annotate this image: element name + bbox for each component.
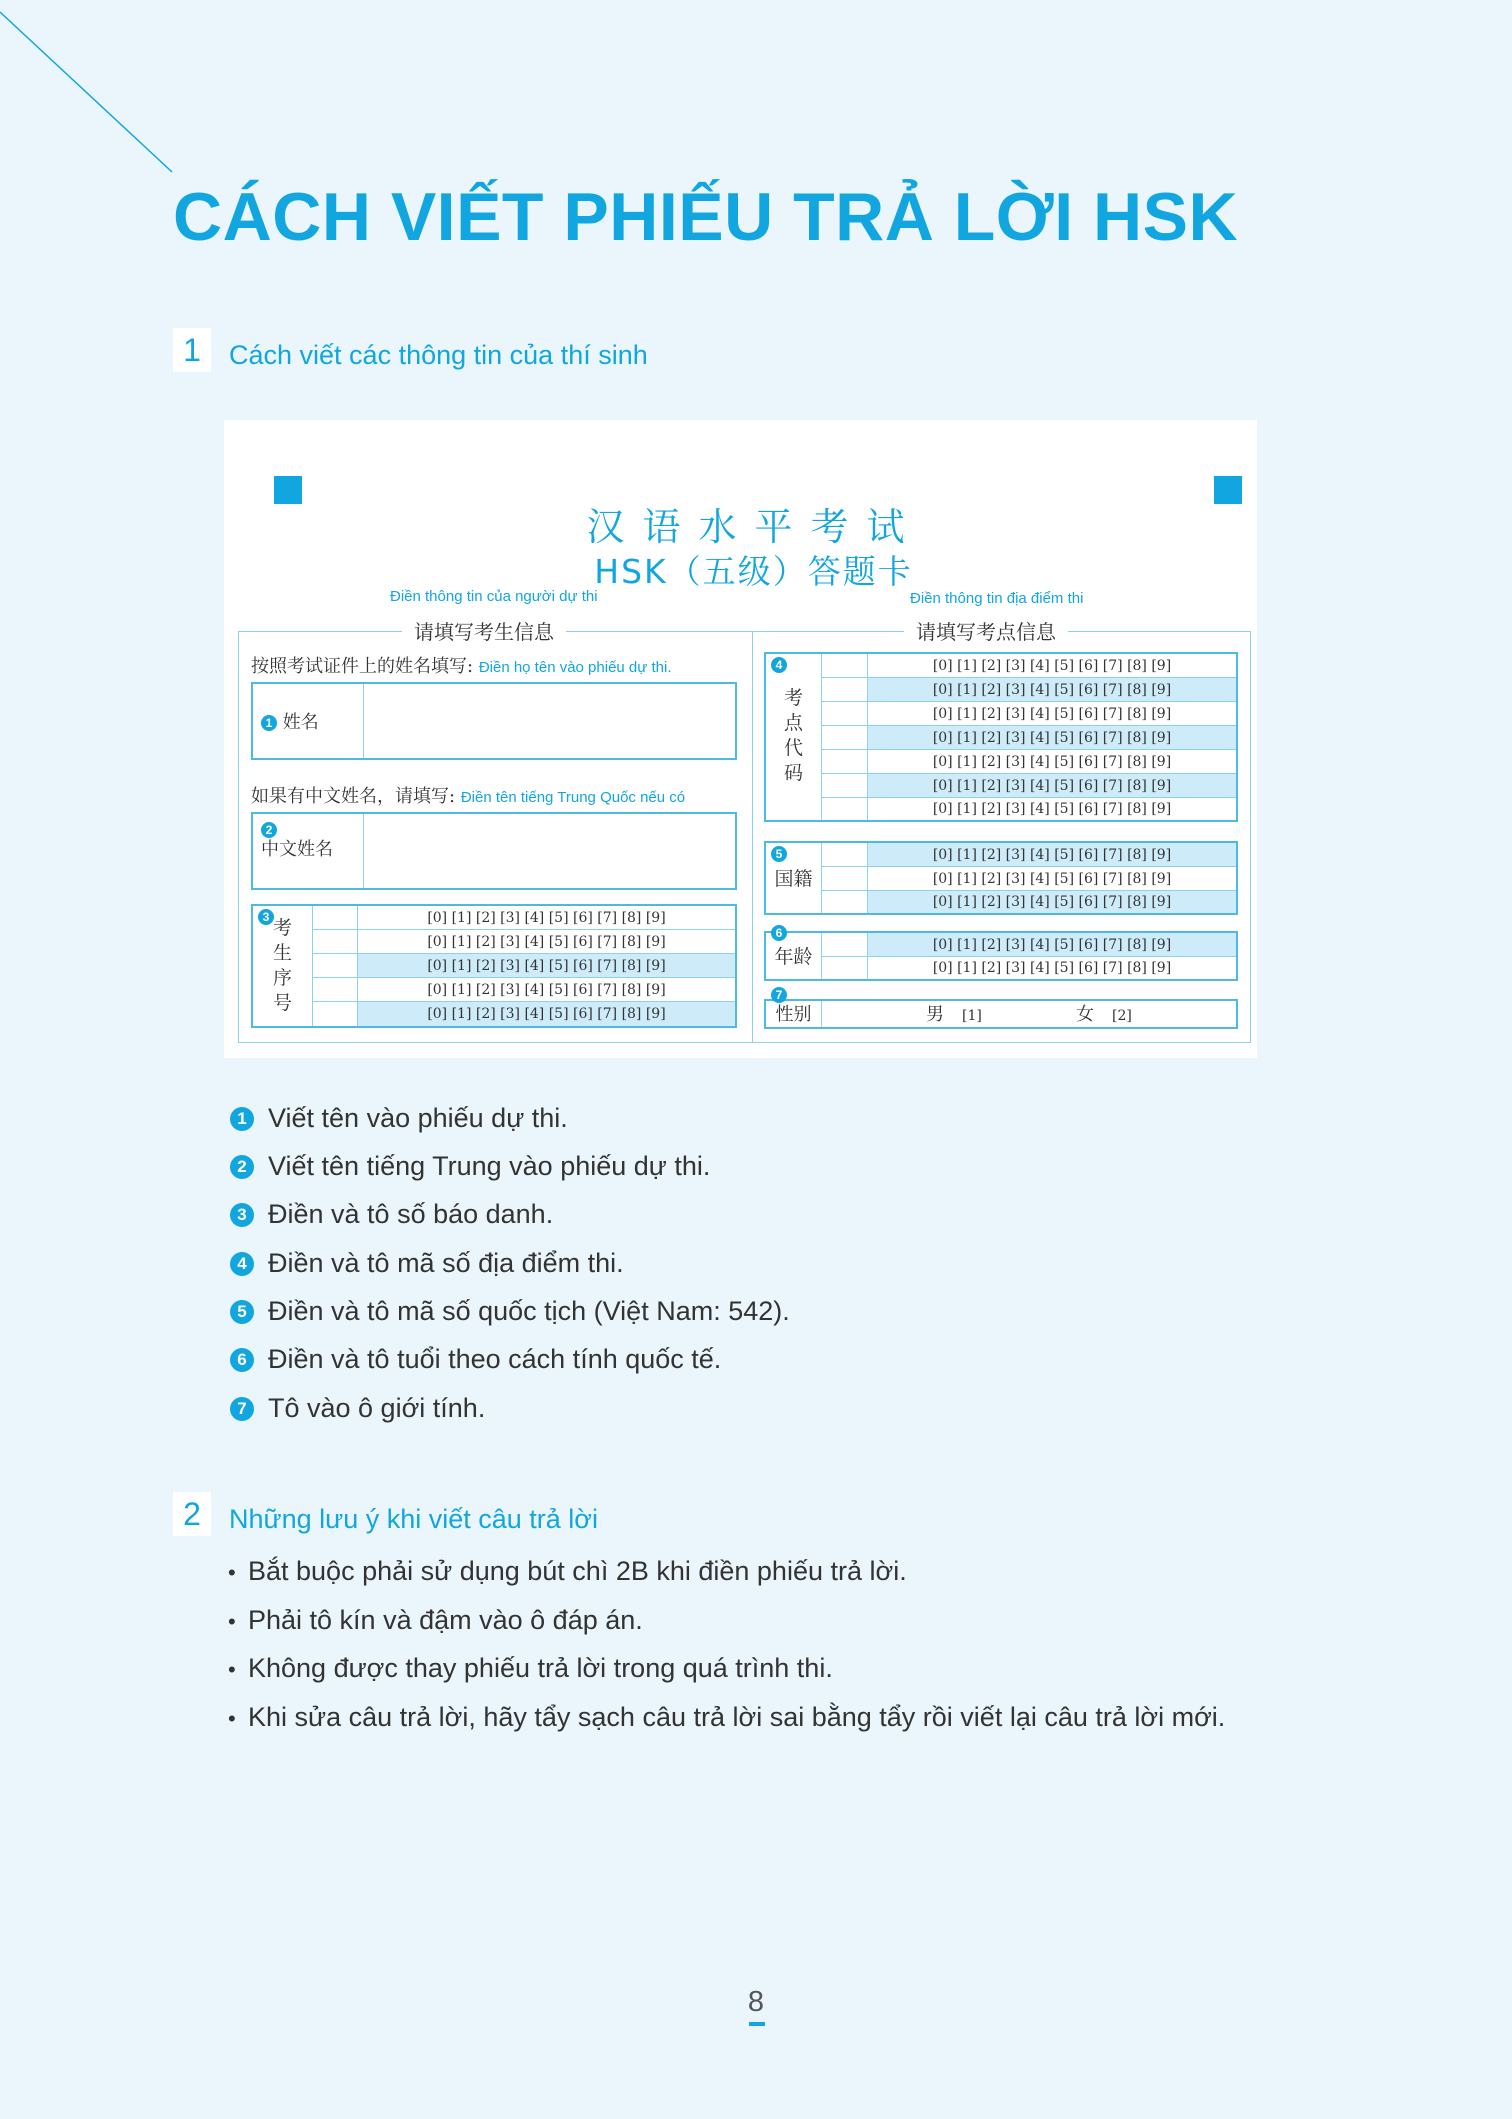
decorative-diagonal-line [0, 0, 200, 200]
sheet-title: 汉语水平考试 [586, 505, 923, 549]
cn-prompt-text: 如果有中文姓名，请填写: [251, 786, 456, 807]
sheet-subtitle: HSK（五级）答题卡 [594, 552, 913, 591]
site-code-row[interactable]: [0] [1] [2] [3] [4] [5] [6] [7] [8] [9] [822, 798, 1236, 820]
answer-sheet [224, 420, 1257, 1058]
instruction-item: 5 Điền và tô mã số quốc tịch (Việt Nam: 542). [230, 1296, 790, 1327]
age-row[interactable]: [0] [1] [2] [3] [4] [5] [6] [7] [8] [9] [822, 933, 1236, 957]
name-label: 姓名 [282, 712, 319, 733]
page-title: CÁCH VIẾT PHIẾU TRẢ LỜI HSK [173, 179, 1239, 255]
name-prompt-text: 按照考试证件上的姓名填写: [251, 656, 474, 677]
legend-site: 请填写考点信息 [904, 616, 1068, 645]
sheet-divider [752, 631, 753, 1043]
mark-1: 1 [261, 715, 277, 731]
instruction-item: 3 Điền và tô số báo danh. [230, 1199, 553, 1230]
mark-5: 5 [771, 846, 787, 862]
gender-label: 性别 [766, 1001, 822, 1027]
section-2-title: Những lưu ý khi viết câu trả lời [229, 1504, 598, 1534]
name-box[interactable] [251, 682, 737, 760]
cn-hint: Điền tên tiếng Trung Quốc nếu có [460, 789, 686, 806]
nationality-row[interactable]: [0] [1] [2] [3] [4] [5] [6] [7] [8] [9] [822, 843, 1236, 867]
note-item: • Bắt buộc phải sử dụng bút chì 2B khi điền phiếu trả lời. [228, 1556, 907, 1586]
exam-number-row[interactable]: [0] [1] [2] [3] [4] [5] [6] [7] [8] [9] [313, 906, 735, 930]
name-caption [261, 708, 319, 734]
exam-number-row[interactable]: [0] [1] [2] [3] [4] [5] [6] [7] [8] [9] [313, 978, 735, 1002]
instruction-item: 6 Điền và tô tuổi theo cách tính quốc tế. [230, 1344, 721, 1375]
nationality-row[interactable]: [0] [1] [2] [3] [4] [5] [6] [7] [8] [9] [822, 867, 1236, 891]
mark-4: 4 [771, 657, 787, 673]
site-code-row[interactable]: [0] [1] [2] [3] [4] [5] [6] [7] [8] [9] [822, 750, 1236, 774]
instruction-item: 4 Điền và tô mã số địa điểm thi. [230, 1248, 624, 1279]
cn-name-prompt [251, 782, 685, 808]
cn-box-split [363, 814, 364, 888]
mark-6: 6 [771, 925, 787, 941]
exam-number-label: 3 考 生 序 号 [253, 906, 313, 1026]
instruction-item: 2 Viết tên tiếng Trung vào phiếu dự thi. [230, 1151, 710, 1182]
nationality-grid [764, 841, 1238, 915]
exam-number-row[interactable]: [0] [1] [2] [3] [4] [5] [6] [7] [8] [9] [313, 954, 735, 978]
site-code-row[interactable]: [0] [1] [2] [3] [4] [5] [6] [7] [8] [9] [822, 678, 1236, 702]
name-prompt [251, 652, 671, 678]
note-candidate-info: Điền thông tin của người dự thi [390, 588, 598, 605]
nationality-label: 5 国籍 [766, 843, 822, 913]
age-label: 6 年龄 [766, 933, 822, 979]
exam-number-row[interactable]: [0] [1] [2] [3] [4] [5] [6] [7] [8] [9] [313, 1002, 735, 1026]
gender-row [764, 988, 1238, 1029]
age-row[interactable]: [0] [1] [2] [3] [4] [5] [6] [7] [8] [9] [822, 957, 1236, 979]
cn-name-label: 中文姓名 [261, 839, 333, 860]
site-code-row[interactable]: [0] [1] [2] [3] [4] [5] [6] [7] [8] [9] [822, 654, 1236, 678]
site-code-grid [764, 652, 1238, 822]
exam-number-grid [251, 904, 737, 1028]
note-item: • Không được thay phiếu trả lời trong quá trình thi. [228, 1653, 833, 1683]
mark-2: 2 [261, 822, 277, 838]
instruction-item: 7 Tô vào ô giới tính. [230, 1393, 485, 1424]
section-1-title: Cách viết các thông tin của thí sinh [229, 340, 648, 370]
nationality-row[interactable]: [0] [1] [2] [3] [4] [5] [6] [7] [8] [9] [822, 891, 1236, 913]
site-code-label: 4 考 点 代 码 [766, 654, 822, 820]
page-number-underline [749, 2022, 765, 2026]
section-1-number: 1 [173, 328, 211, 372]
legend-candidate: 请填写考生信息 [402, 616, 566, 645]
age-grid [764, 926, 1238, 981]
section-2-number: 2 [173, 1492, 211, 1536]
name-hint: Điền họ tên vào phiếu dự thi. [478, 659, 672, 676]
name-box-split [363, 684, 364, 758]
cn-name-caption [261, 820, 333, 860]
page-number: 8 [747, 1986, 765, 2018]
note-item: • Khi sửa câu trả lời, hãy tẩy sạch câu trả lời sai bằng tẩy rồi viết lại câu trả lời mới. [228, 1702, 1226, 1732]
note-site-info: Điền thông tin địa điểm thi [910, 590, 1084, 607]
gender-male[interactable]: 男 [1] [926, 1004, 982, 1025]
note-item: • Phải tô kín và đậm vào ô đáp án. [228, 1605, 643, 1635]
cn-name-box[interactable] [251, 812, 737, 890]
site-code-row[interactable]: [0] [1] [2] [3] [4] [5] [6] [7] [8] [9] [822, 774, 1236, 798]
instruction-item: 1 Viết tên vào phiếu dự thi. [230, 1103, 568, 1134]
gender-female[interactable]: 女 [2] [1076, 1004, 1132, 1025]
mark-7: 7 [771, 987, 787, 1003]
site-code-row[interactable]: [0] [1] [2] [3] [4] [5] [6] [7] [8] [9] [822, 726, 1236, 750]
mark-3: 3 [258, 909, 274, 925]
site-code-row[interactable]: [0] [1] [2] [3] [4] [5] [6] [7] [8] [9] [822, 702, 1236, 726]
exam-number-row[interactable]: [0] [1] [2] [3] [4] [5] [6] [7] [8] [9] [313, 930, 735, 954]
